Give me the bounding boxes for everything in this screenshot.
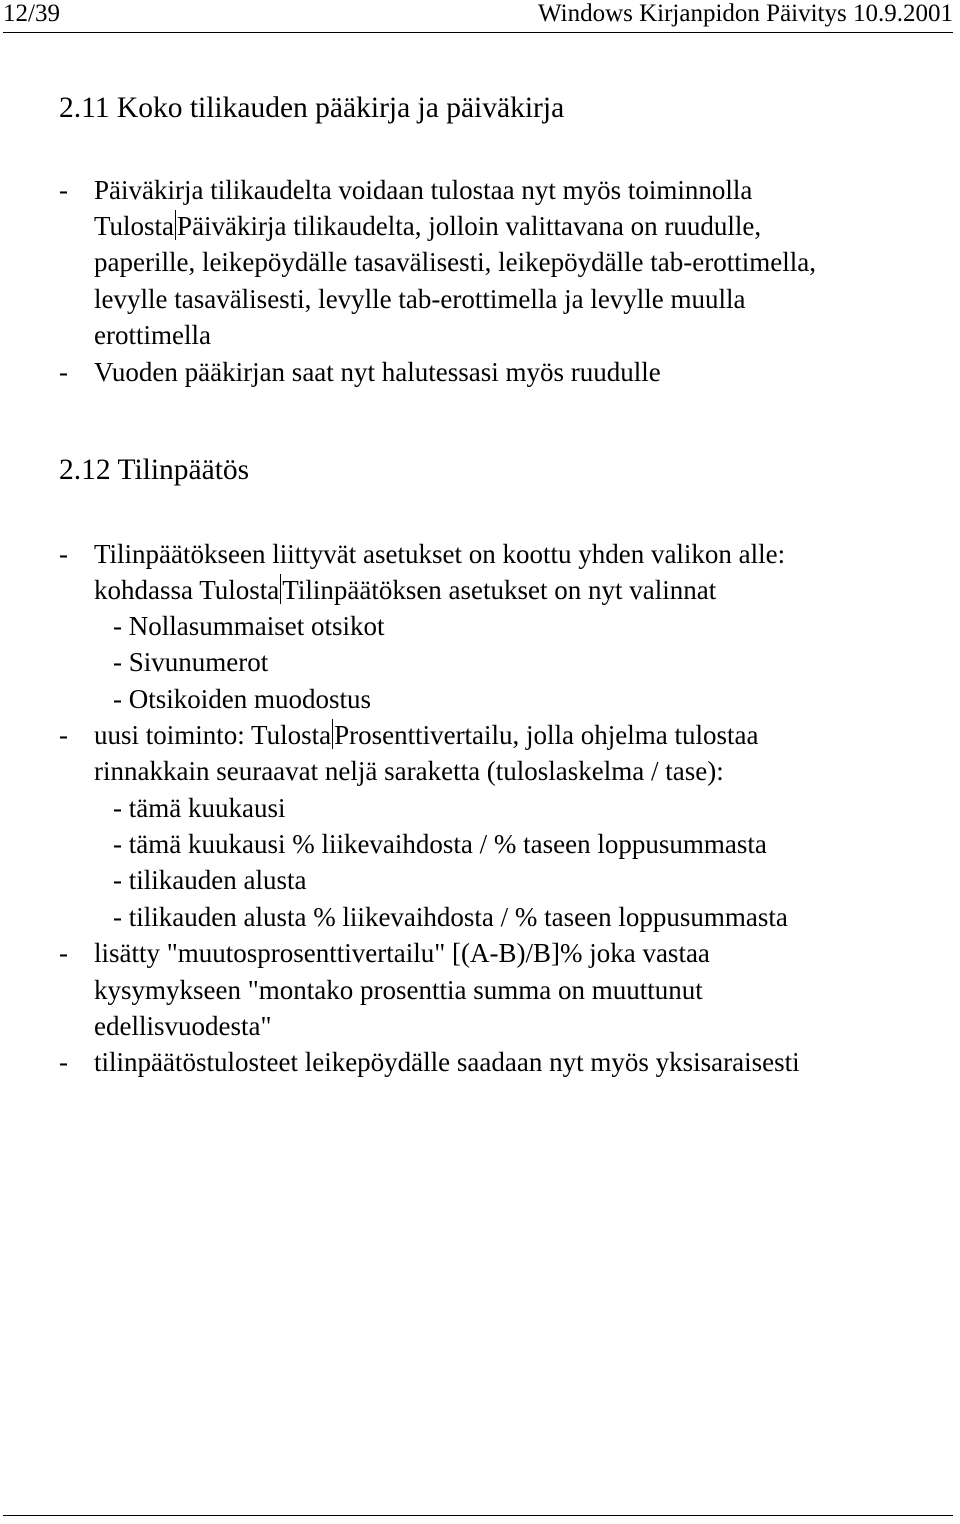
paragraph-line: Vuoden pääkirjan saat nyt halutessasi myös ruudulle [94, 357, 661, 387]
section-title-2-12: 2.12 Tilinpäätös [59, 454, 250, 486]
paragraph-line: Päiväkirja tilikaudelta voidaan tulostaa nyt myös toiminnolla [94, 175, 753, 205]
paragraph-line: erottimella [94, 320, 211, 350]
menu-separator [332, 719, 333, 749]
menu-path-text: Prosenttivertailu, jolla ohjelma tulostaa [334, 720, 759, 750]
bullet-dash: - [59, 175, 68, 205]
paragraph-line: Tilinpäätökseen liittyvät asetukset on koottu yhden valikon alle: [94, 539, 786, 569]
bullet-dash: - [59, 539, 68, 569]
footer-rule [3, 1515, 953, 1516]
paragraph-line [94, 717, 758, 753]
sub-list-item: - Nollasummaiset otsikot [113, 611, 385, 641]
paragraph-line: paperille, leikepöydälle tasavälisesti, leikepöydälle tab-erottimella, [94, 247, 816, 277]
document-title: Windows Kirjanpidon Päivitys 10.9.2001 [538, 0, 953, 27]
menu-path-text: Tilinpäätöksen asetukset on nyt valinnat [282, 575, 717, 605]
sub-list-item: - Otsikoiden muodostus [113, 684, 372, 714]
paragraph-line: lisätty "muutosprosenttivertailu" [(A-B)/B]% joka vastaa [94, 938, 710, 968]
menu-path-text: Päiväkirja tilikaudelta, jolloin valittavana on ruudulle, [177, 211, 762, 241]
sub-list-item: - tilikauden alusta [113, 865, 307, 895]
section-title-2-11: 2.11 Koko tilikauden pääkirja ja päiväkirja [59, 92, 565, 124]
sub-list-item: - Sivunumerot [113, 647, 269, 677]
sub-list-item: - tämä kuukausi % liikevaihdosta / % taseen loppusummasta [113, 829, 767, 859]
paragraph-line: levylle tasavälisesti, levylle tab-erottimella ja levylle muulla [94, 284, 746, 314]
bullet-dash: - [59, 357, 68, 387]
menu-separator [175, 210, 176, 240]
bullet-dash: - [59, 938, 68, 968]
paragraph-line: kysymykseen "montako prosenttia summa on muuttunut [94, 975, 703, 1005]
paragraph-line: rinnakkain seuraavat neljä saraketta (tuloslaskelma / tase): [94, 756, 724, 786]
menu-path-tulosta: uusi toiminto: Tulosta [94, 720, 332, 750]
sub-list-item: - tämä kuukausi [113, 793, 286, 823]
paragraph-line [94, 572, 716, 608]
paragraph-line: tilinpäätöstulosteet leikepöydälle saadaan nyt myös yksisaraisesti [94, 1047, 800, 1077]
page-header [3, 0, 953, 33]
menu-path-tulosta: Tulosta [94, 211, 175, 241]
page-number: 12/39 [3, 0, 60, 27]
paragraph-line: edellisvuodesta" [94, 1011, 272, 1041]
bullet-dash: - [59, 1047, 68, 1077]
sub-list-item: - tilikauden alusta % liikevaihdosta / % taseen loppusummasta [113, 902, 788, 932]
menu-path-tulosta: kohdassa Tulosta [94, 575, 280, 605]
paragraph-line [94, 208, 761, 244]
bullet-dash: - [59, 720, 68, 750]
